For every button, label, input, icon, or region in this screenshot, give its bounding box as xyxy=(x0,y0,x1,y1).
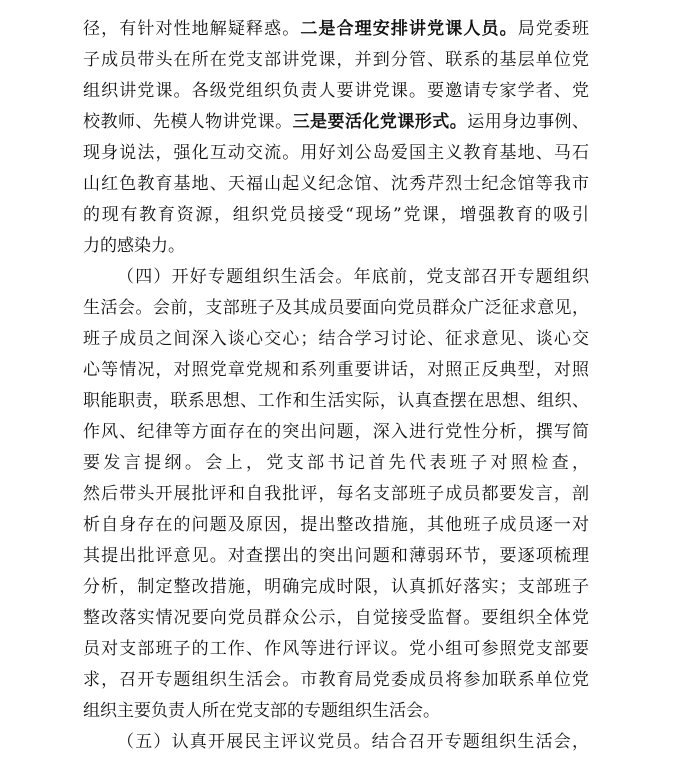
text-run: 校教师、先模人物讲党课。 xyxy=(83,112,293,132)
text-run: 山红色教育基地、天福山起义纪念馆、沈秀芹烈士纪念馆等我市 xyxy=(83,174,589,194)
text-line xyxy=(83,293,589,323)
text-line xyxy=(83,76,589,106)
text-line xyxy=(83,665,589,695)
text-run: 生活会。会前，支部班子及其成员要面向党员群众广泛征求意见， xyxy=(83,298,589,318)
text-run: 现身说法，强化互动交流。用好刘公岛爱国主义教育基地、马石 xyxy=(83,143,589,163)
text-run: 然后带头开展批评和自我批评，每名支部班子成员都要发言，剖 xyxy=(83,484,589,504)
text-run: 析自身存在的问题及原因，提出整改措施，其他班子成员逐一对 xyxy=(83,515,589,535)
bold-heading-run: 二是合理安排讲党课人员。 xyxy=(300,19,518,39)
section-heading-line xyxy=(117,262,589,292)
text-line xyxy=(83,479,589,509)
text-run: 子成员带头在所在党支部讲党课，并到分管、联系的基层单位党 xyxy=(83,50,589,70)
text-line xyxy=(83,231,589,261)
text-run: 要发言提纲。会上，党支部书记首先代表班子对照检查， xyxy=(83,453,589,473)
text-run: 班子成员之间深入谈心交心；结合学习讨论、征求意见、谈心交 xyxy=(83,329,589,349)
bold-heading-run: 三是要活化党课形式。 xyxy=(292,112,468,132)
text-line xyxy=(83,386,589,416)
text-line xyxy=(83,169,589,199)
text-run: 职能职责，联系思想、工作和生活实际，认真查摆在思想、组织、 xyxy=(83,391,589,411)
text-run: 的现有教育资源，组织党员接受“现场”党课，增强教育的吸引 xyxy=(83,205,589,225)
text-line xyxy=(83,572,589,602)
text-line xyxy=(83,541,589,571)
text-run: 局党委班 xyxy=(517,19,589,39)
text-run: 径，有针对性地解疑释惑。 xyxy=(83,19,301,39)
text-line xyxy=(83,355,589,385)
text-line xyxy=(83,14,589,44)
text-line xyxy=(83,603,589,633)
text-run: 分析，制定整改措施，明确完成时限，认真抓好落实；支部班子 xyxy=(83,577,589,597)
text-run: （四）开好专题组织生活会。年底前，党支部召开专题组织 xyxy=(117,267,589,287)
text-run: 其提出批评意见。对查摆出的突出问题和薄弱环节，要逐项梳理 xyxy=(83,546,589,566)
text-line xyxy=(83,417,589,447)
text-line xyxy=(83,45,589,75)
text-line xyxy=(83,200,589,230)
text-run: 作风、纪律等方面存在的突出问题，深入进行党性分析，撰写简 xyxy=(83,422,589,442)
text-line xyxy=(83,138,589,168)
text-line xyxy=(83,510,589,540)
text-line xyxy=(83,107,589,137)
text-run: 员对支部班子的工作、作风等进行评议。党小组可参照党支部要 xyxy=(83,639,589,659)
text-run: （五）认真开展民主评议党员。结合召开专题组织生活会， xyxy=(117,732,589,752)
text-run: 求，召开专题组织生活会。市教育局党委成员将参加联系单位党 xyxy=(83,670,589,690)
text-run: 力的感染力。 xyxy=(83,236,185,256)
text-line xyxy=(83,324,589,354)
text-run: 运用身边事例、 xyxy=(467,112,589,132)
section-heading-line xyxy=(117,727,589,757)
text-run: 组织讲党课。各级党组织负责人要讲党课。要邀请专家学者、党 xyxy=(83,81,589,101)
text-run: 整改落实情况要向党员群众公示，自觉接受监督。要组织全体党 xyxy=(83,608,589,628)
text-run: 组织主要负责人所在党支部的专题组织生活会。 xyxy=(83,701,440,721)
text-run: 心等情况，对照党章党规和系列重要讲话，对照正反典型，对照 xyxy=(83,360,589,380)
text-line xyxy=(83,696,589,726)
text-line xyxy=(83,634,589,664)
text-line xyxy=(83,448,589,478)
